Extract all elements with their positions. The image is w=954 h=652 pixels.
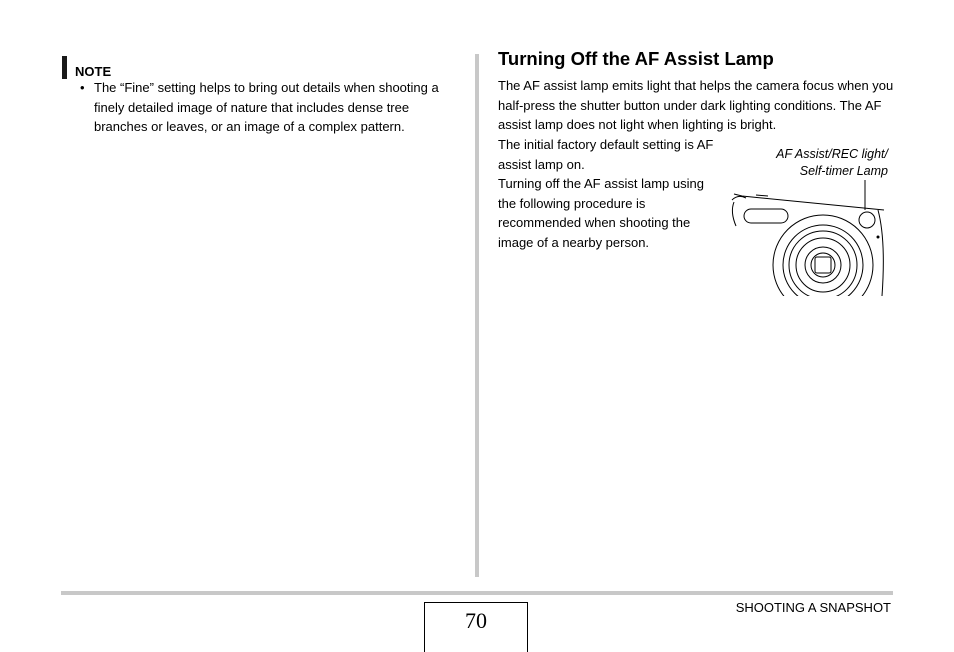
side-text: [498, 135, 718, 252]
note-marker-bar: [62, 56, 67, 79]
figure-caption-line-1: AF Assist/REC light/: [776, 147, 888, 161]
column-divider: [475, 54, 479, 577]
note-heading: NOTE: [75, 64, 112, 79]
figure-caption-line-2: Self-timer Lamp: [799, 163, 888, 178]
intro-paragraph: The AF assist lamp emits light that helps the camera focus when you half-press the shutter button under dark lighting conditions. The AF assist lamp does not light when lighting is bright.: [498, 78, 894, 132]
lens-icon: [773, 215, 873, 296]
footer-section-name: SHOOTING A SNAPSHOT: [735, 600, 891, 615]
recommendation-paragraph: Turning off the AF assist lamp using the following procedure is recommended when shooting the image of a nearby person.: [498, 176, 704, 250]
page-number-box: [424, 602, 528, 652]
default-setting-paragraph: The initial factory default setting is AF assist lamp on.: [498, 137, 714, 172]
note-text: The “Fine” setting helps to bring out details when shooting a finely detailed image of nature that includes dense tree branches or leaves, or an image of a complex pattern.: [94, 80, 439, 134]
camera-illustration: [728, 180, 890, 296]
figure-caption: [728, 146, 888, 179]
footer-rule: [61, 591, 893, 595]
af-assist-lamp-icon: [859, 212, 875, 228]
flash-window: [744, 209, 788, 223]
section-title: Turning Off the AF Assist Lamp: [498, 48, 774, 69]
page-number: 70: [465, 608, 487, 633]
camera-top-edge: [734, 194, 884, 210]
bullet-icon: •: [80, 80, 85, 95]
